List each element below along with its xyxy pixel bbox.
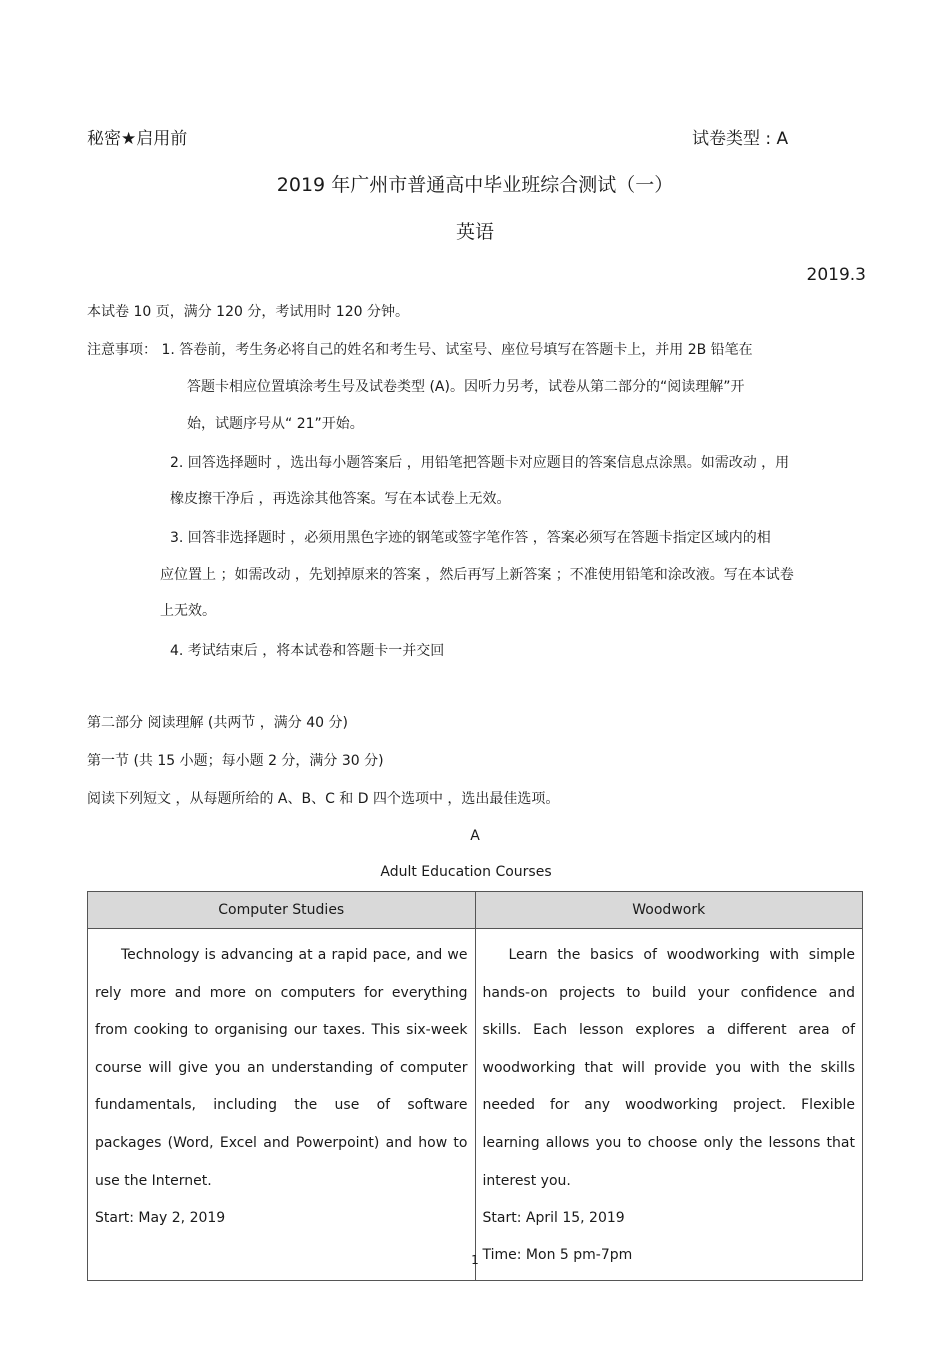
- note-3b: 应位置上 ；如需改动 ，先划掉原来的答案 ，然后再写上新答案 ；不准使用铅笔和涂改液。写在本试卷: [160, 567, 794, 583]
- section1-heading: 第一节 (共 15 小题；每小题 2 分，满分 30 分): [87, 753, 384, 769]
- note-1c: 始，试题序号从“ 21”开始。: [187, 416, 364, 432]
- woodwork-start: Start: April 15, 2019: [482, 1210, 625, 1227]
- note-4: 4. 考试结束后 ，将本试卷和答题卡一并交回: [170, 643, 445, 659]
- exam-title: 2019 年广州市普通高中毕业班综合测试（一）: [276, 174, 674, 196]
- notes-label: 注意事项：: [87, 342, 157, 358]
- passage-label: A: [470, 828, 480, 844]
- reading-instruction: 阅读下列短文 ，从每题所给的 A、B、C 和 D 四个选项中 ，选出最佳选项。: [87, 791, 560, 807]
- note-1b: 答题卡相应位置填涂考生号及试卷类型 (A)。因听力另考，试卷从第二部分的“阅读理解”开: [187, 379, 745, 395]
- part2-heading: 第二部分 阅读理解 (共两节 ，满分 40 分): [87, 715, 348, 731]
- exam-date: 2019.3: [806, 265, 866, 285]
- woodwork-cell: [475, 929, 863, 1281]
- woodwork-header: Woodwork: [475, 892, 863, 929]
- note-2b: 橡皮擦干净后 ，再选涂其他答案。写在本试卷上无效。: [170, 491, 511, 507]
- exam-info: 本试卷 10 页，满分 120 分，考试用时 120 分钟。: [87, 304, 409, 320]
- notes-line-1a: [87, 339, 753, 359]
- course-table-title: Adult Education Courses: [380, 864, 552, 880]
- confidential-label: 秘密★启用前: [87, 129, 188, 149]
- table-row: [88, 929, 863, 1281]
- computer-studies-description: Technology is advancing at a rapid pace, and we rely more and more on computers for everything from cooking to organising our taxes. This six-week course will give you an understanding of computer fundamentals, including the use of software packages (Word, Excel and Powerpoint) and how to use the Internet.: [95, 947, 468, 1189]
- courses-table: [87, 891, 863, 1281]
- computer-studies-header: Computer Studies: [88, 892, 476, 929]
- note-3a: 3. 回答非选择题时 ，必须用黑色字迹的钢笔或签字笔作答 ，答案必须写在答题卡指定区域内的相: [170, 530, 771, 546]
- table-header-row: [88, 892, 863, 929]
- note-3c: 上无效。: [160, 603, 216, 619]
- paper-type-label: 试卷类型 : A: [692, 129, 789, 149]
- computer-studies-start: Start: May 2, 2019: [95, 1210, 226, 1227]
- computer-studies-cell: [88, 929, 476, 1281]
- note-2a: 2. 回答选择题时 ，选出每小题答案后 ，用铅笔把答题卡对应题目的答案信息点涂黑。如需改动 ，用: [170, 455, 790, 471]
- page-number: 1: [471, 1253, 479, 1267]
- subject-title: 英语: [455, 221, 494, 243]
- woodwork-description: Learn the basics of woodworking with simple hands-on projects to build your confidence and skills. Each lesson explores a different area of woodworking that will provide you with the skills needed for any woodworking project. Flexible learning allows you to choose only the lessons that interest you.: [482, 947, 855, 1189]
- woodwork-time: Time: Mon 5 pm-7pm: [482, 1247, 633, 1264]
- note-1a: 1. 答卷前，考生务必将自己的姓名和考生号、试室号、座位号填写在答题卡上，并用 2B 铅笔在: [161, 342, 753, 358]
